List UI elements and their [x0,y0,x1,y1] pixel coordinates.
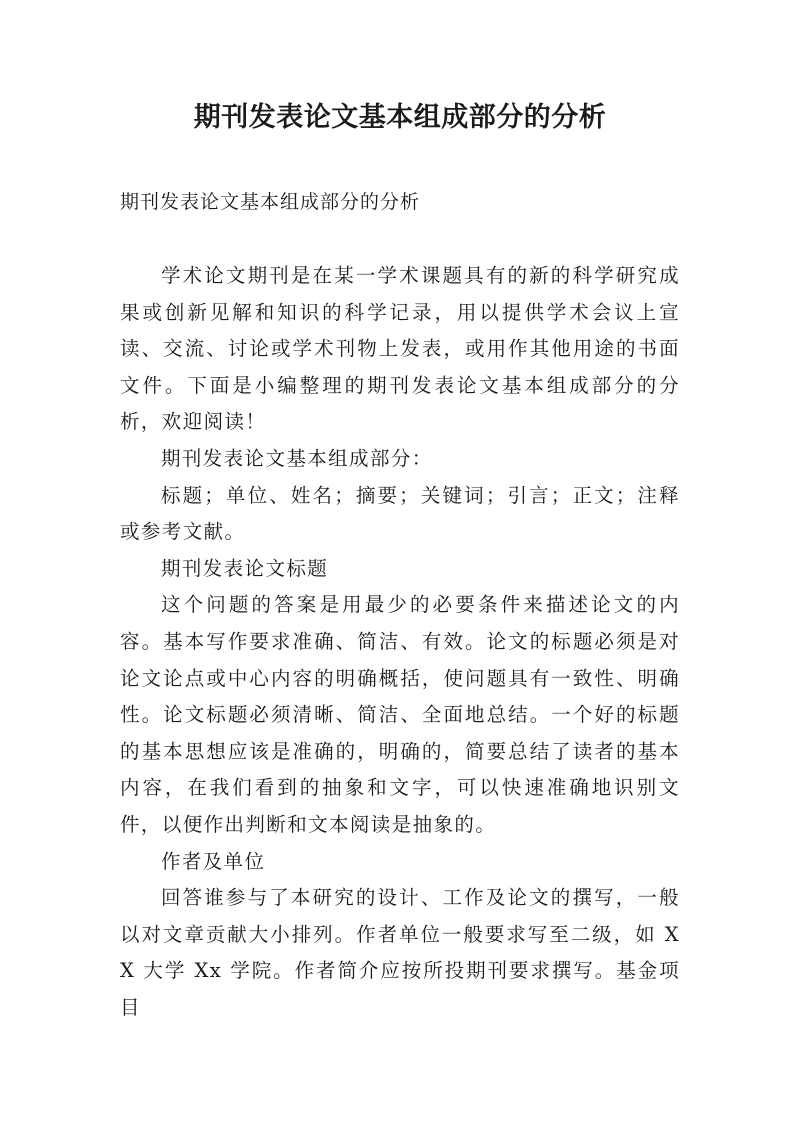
paragraph-title-heading: 期刊发表论文标题 [160,556,329,580]
paragraph-intro: 学术论文期刊是在某一学术课题具有的新的科学研究成果或创新见解和知识的科学记录，用以提供学术会议上宣读、交流、讨论或学术刊物上发表，或用作其他用途的书面文件。下面是小编整理的期刊发表论文基本组成部分的分析，欢迎阅读！ [120,264,680,434]
document-title: 期刊发表论文基本组成部分的分析 [193,102,607,133]
paragraph-components-heading: 期刊发表论文基本组成部分： [160,446,433,470]
paragraph-components-list: 标题；单位、姓名；摘要；关键词；引言；正文；注释或参考文献。 [120,483,680,544]
paragraph-title-body: 这个问题的答案是用最少的必要条件来描述论文的内容。基本写作要求准确、简洁、有效。论文的标题必须是对论文论点或中心内容的明确概括，使问题具有一致性、明确性。论文标题必须清晰、简洁、全面地总结。一个好的标题的基本思想应该是准确的，明确的，简要总结了读者的基本内容，在我们看到的抽象和文字，可以快速准确地识别文件，以便作出判断和文本阅读是抽象的。 [120,593,680,836]
document-body [120,258,680,1026]
paragraph-author-heading: 作者及单位 [160,849,266,873]
paragraph-author-body: 回答谁参与了本研究的设计、工作及论文的撰写，一般以对文章贡献大小排列。作者单位一般要求写至二级，如 XX 大学 Xx 学院。作者简介应按所投期刊要求撰写。基金项目 [120,886,680,1019]
document-subtitle: 期刊发表论文基本组成部分的分析 [120,191,421,213]
